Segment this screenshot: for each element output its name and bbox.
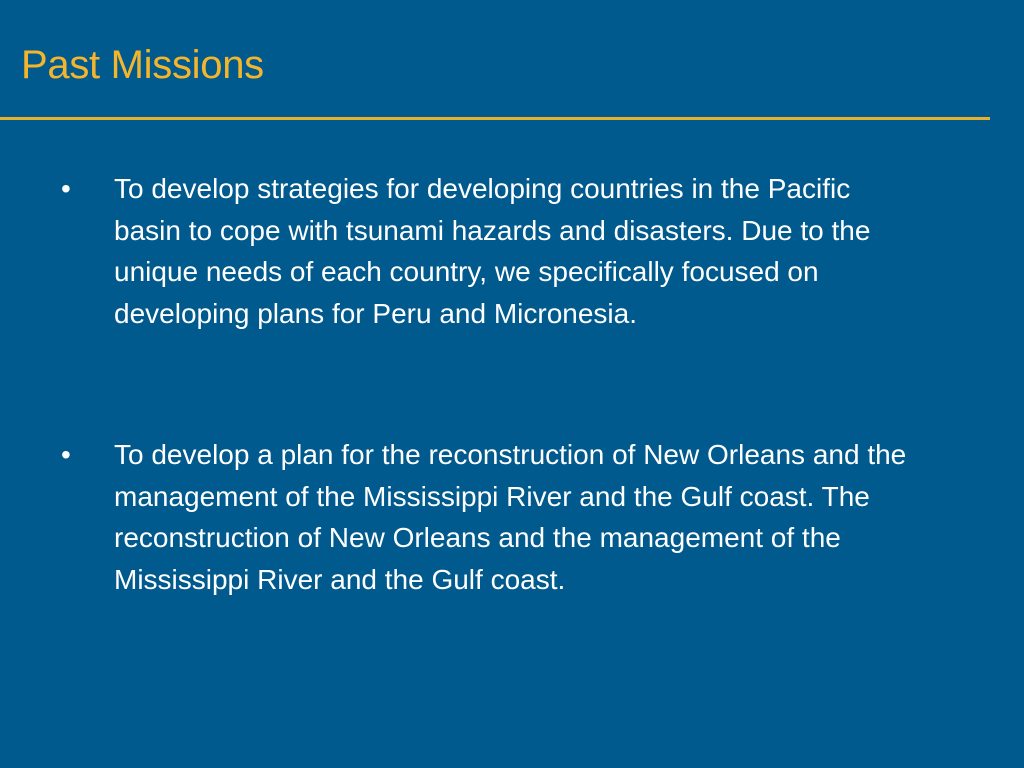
bullet-marker: • <box>61 439 71 470</box>
bullet-marker: • <box>61 173 71 204</box>
slide-title: Past Missions <box>21 43 264 87</box>
title-divider <box>0 117 990 120</box>
bullet-text: To develop strategies for developing countries in the Pacific basin to cope with tsunami hazards and disasters. Due to the unique needs of each country, we specifically focused on developing plans for Peru and Micronesia. <box>114 173 871 329</box>
bullet-text: To develop a plan for the reconstruction of New Orleans and the management of the Mississippi River and the Gulf coast. The reconstruction of New Orleans and the management of the Mississippi River and the Gulf coast. <box>114 439 907 595</box>
